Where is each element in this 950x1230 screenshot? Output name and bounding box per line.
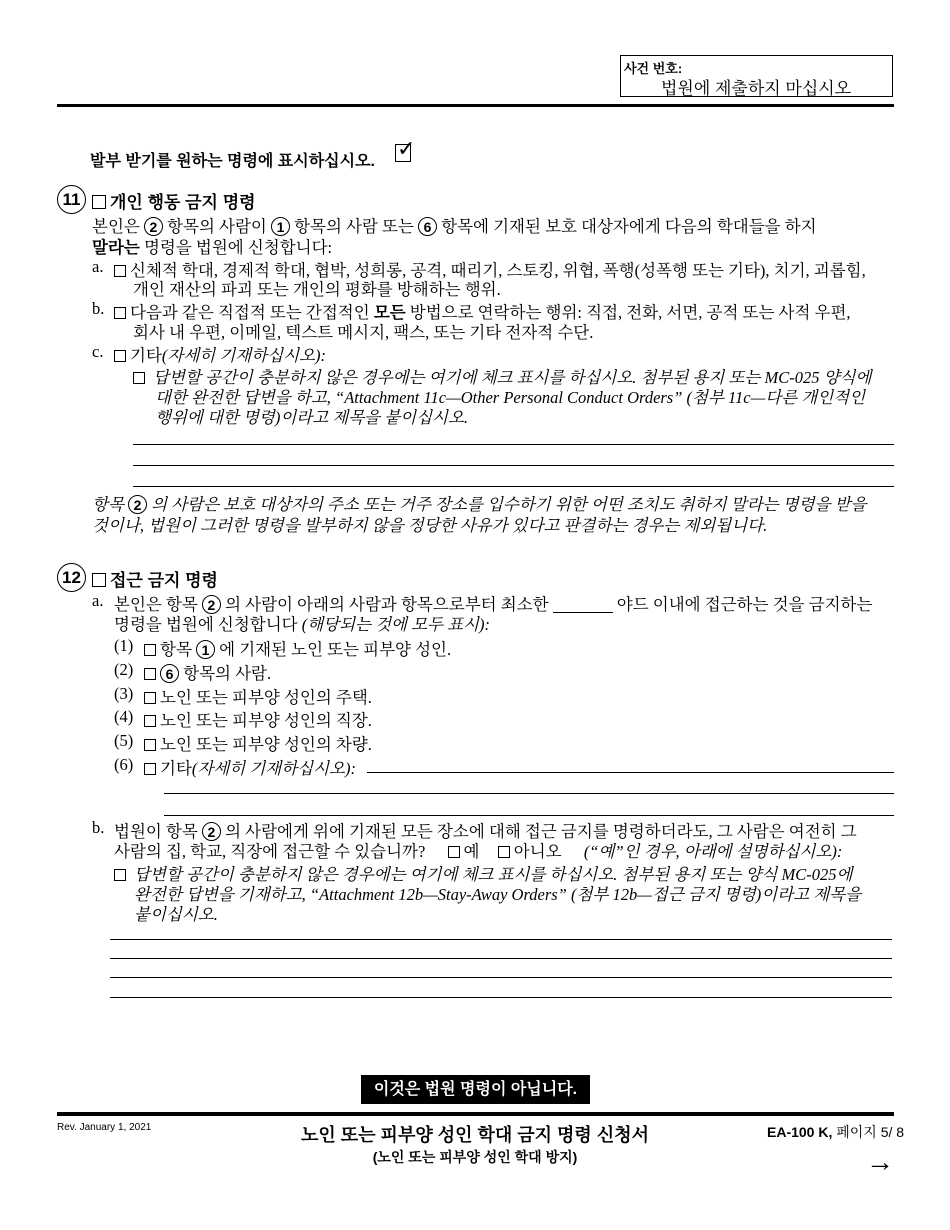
ref-circle-2: 2 [144, 217, 163, 236]
item-11-note-line2: 것이나, 법원이 그러한 명령을 발부하지 않을 정당한 사유가 있다고 판결하는 경우는 제외됩니다. [92, 516, 768, 535]
ref-circle-2: 2 [202, 822, 221, 841]
item-12a-line2: 명령을 법원에 신청합니다 (해당되는 것에 모두 표시): [114, 615, 490, 634]
option-6-checkbox[interactable] [144, 763, 156, 775]
item-11c-line: 기타(자세히 기재하십시오): [114, 342, 326, 366]
option-1-number: (1) [114, 636, 134, 655]
option-6-number: (6) [114, 755, 134, 774]
option-5: 노인 또는 피부양 성인의 차량. [144, 731, 372, 755]
item-12a-line1: 본인은 항목 2 의 사람이 아래의 사람과 항목으로부터 최소한 야드 이내에 접근하는 것을 금지하는 [114, 595, 873, 614]
option-6-answer-line[interactable] [164, 815, 894, 816]
item-12-checkbox[interactable] [92, 573, 106, 587]
option-3-number: (3) [114, 684, 134, 703]
item-12b-label: b. [92, 818, 105, 837]
item-11-note-line1: 항목 2 의 사람은 보호 대상자의 주소 또는 거주 장소를 입수하기 위한 어떤 조치도 취하지 말라는 명령을 받을 [92, 495, 867, 514]
option-2-number: (2) [114, 660, 134, 679]
item-11c-attachment-line2: 대한 완전한 답변을 하고, “Attachment 11c—Other Personal Conduct Orders” (첨부 11c—다른 개인적인 [155, 388, 866, 407]
form-id-page: EA-100 K, 페이지 5/ 8 [767, 1124, 905, 1140]
next-page-arrow-icon: → [866, 1146, 894, 1177]
option-4: 노인 또는 피부양 성인의 직장. [144, 707, 372, 731]
item-11c-label: c. [92, 342, 104, 361]
item-11-number: 11 [57, 185, 86, 214]
item-12b-attachment-line2: 완전한 답변을 기재하고, “Attachment 12b—Stay-Away Orders” (첨부 12b—접근 금지 명령)이라고 제목을 [134, 885, 862, 904]
intro-instruction: 발부 받기를 원하는 명령에 표시하십시오. [90, 153, 375, 170]
revision-date: Rev. January 1, 2021 [57, 1122, 152, 1133]
case-number-box[interactable] [620, 55, 893, 97]
option-2-checkbox[interactable] [144, 668, 156, 680]
option-5-number: (5) [114, 731, 134, 750]
item-11a-checkbox[interactable] [114, 265, 126, 277]
not-court-order-banner: 이것은 법원 명령이 아닙니다. [361, 1075, 590, 1104]
header-rule [57, 104, 894, 107]
item-12b-answer-line[interactable] [110, 977, 892, 978]
ref-circle-1: 1 [196, 640, 215, 659]
item-12a-label: a. [92, 591, 104, 610]
item-11c-checkbox[interactable] [114, 350, 126, 362]
option-6: 기타(자세히 기재하십시오): [144, 755, 356, 779]
item-12b-attachment-line3: 붙이십시오. [134, 905, 218, 924]
item-11-title: 개인 행동 금지 명령 [92, 188, 256, 213]
option-4-checkbox[interactable] [144, 715, 156, 727]
option-3-checkbox[interactable] [144, 692, 156, 704]
item-11b-checkbox[interactable] [114, 307, 126, 319]
ref-circle-2: 2 [128, 495, 147, 514]
option-1-checkbox[interactable] [144, 644, 156, 656]
item-12b-answer-line[interactable] [110, 958, 892, 959]
footer-rule [57, 1112, 894, 1116]
yes-checkbox[interactable] [448, 846, 460, 858]
option-4-number: (4) [114, 707, 134, 726]
item-11b-line2: 회사 내 우편, 이메일, 텍스트 메시지, 팩스, 또는 기타 전자적 수단. [133, 323, 594, 342]
item-11b-label: b. [92, 299, 105, 318]
form-title: 노인 또는 피부양 성인 학대 금지 명령 신청서 [301, 1125, 649, 1145]
item-12b-attachment-line1: 답변할 공간이 충분하지 않은 경우에는 여기에 체크 표시를 하십시오. 첨부된 용지 또는 양식 MC-025에 [114, 861, 852, 885]
option-2: 6 항목의 사람. [144, 660, 271, 684]
item-12b-answer-line[interactable] [110, 997, 892, 998]
item-12b-line1: 법원이 항목 2 의 사람에게 위에 기재된 모든 장소에 대해 접근 금지를 명령하더라도, 그 사람은 여전히 그 [114, 822, 857, 841]
item-11c-attachment-line3: 행위에 대한 명령)이라고 제목을 붙이십시오. [155, 408, 469, 427]
item-11c-attachment-line1: 답변할 공간이 충분하지 않은 경우에는 여기에 체크 표시를 하십시오. 첨부된 용지 또는 MC-025 양식에 [133, 364, 871, 388]
item-11c-attachment-checkbox[interactable] [133, 372, 145, 384]
do-not-file-text: 법원에 제출하지 마십시오 [661, 79, 852, 98]
option-1: 항목 1 에 기재된 노인 또는 피부양 성인. [144, 636, 451, 660]
item-11c-answer-line[interactable] [133, 486, 894, 487]
item-11a-line1: 신체적 학대, 경제적 학대, 협박, 성희롱, 공격, 때리기, 스토킹, 위협, 폭행(성폭행 또는 기타), 치기, 괴롭힘, [114, 257, 866, 281]
item-12b-attachment-checkbox[interactable] [114, 869, 126, 881]
yards-input[interactable] [553, 596, 613, 613]
checkmark-box-icon: ✓ [397, 136, 416, 161]
item-11-checkbox[interactable] [92, 195, 106, 209]
option-3: 노인 또는 피부양 성인의 주택. [144, 684, 372, 708]
item-11a-line2: 개인 재산의 파괴 또는 개인의 평화를 방해하는 행위. [133, 280, 501, 299]
ref-circle-6: 6 [160, 664, 179, 683]
form-subtitle: (노인 또는 피부양 성인 학대 방지) [372, 1149, 578, 1165]
ref-circle-6: 6 [418, 217, 437, 236]
option-5-checkbox[interactable] [144, 739, 156, 751]
item-12-number: 12 [57, 563, 86, 592]
item-11a-label: a. [92, 257, 104, 276]
ref-circle-1: 1 [271, 217, 290, 236]
item-12b-line2: 사람의 집, 학교, 직장에 접근할 수 있습니까? 예 아니오 (“예”인 경우, 아래에 설명하십시오): [114, 842, 843, 861]
no-checkbox[interactable] [498, 846, 510, 858]
ref-circle-2: 2 [202, 595, 221, 614]
option-6-answer-line[interactable] [367, 772, 894, 773]
item-11c-answer-line[interactable] [133, 444, 894, 445]
item-11-paragraph-line2: 말라는 명령을 법원에 신청합니다: [92, 238, 333, 257]
item-11b-line1: 다음과 같은 직접적 또는 간접적인 모든 방법으로 연락하는 행위: 직접, 전화, 서면, 공적 또는 사적 우편, [114, 299, 851, 323]
option-6-answer-line[interactable] [164, 793, 894, 794]
item-11-paragraph-line1: 본인은 2 항목의 사람이 1 항목의 사람 또는 6 항목에 기재된 보호 대상자에게 다음의 학대들을 하지 [92, 217, 817, 236]
item-12-title: 접근 금지 명령 [92, 566, 218, 591]
case-number-label: 사건 번호: [624, 61, 683, 76]
item-11c-answer-line[interactable] [133, 465, 894, 466]
item-12b-answer-line[interactable] [110, 939, 892, 940]
